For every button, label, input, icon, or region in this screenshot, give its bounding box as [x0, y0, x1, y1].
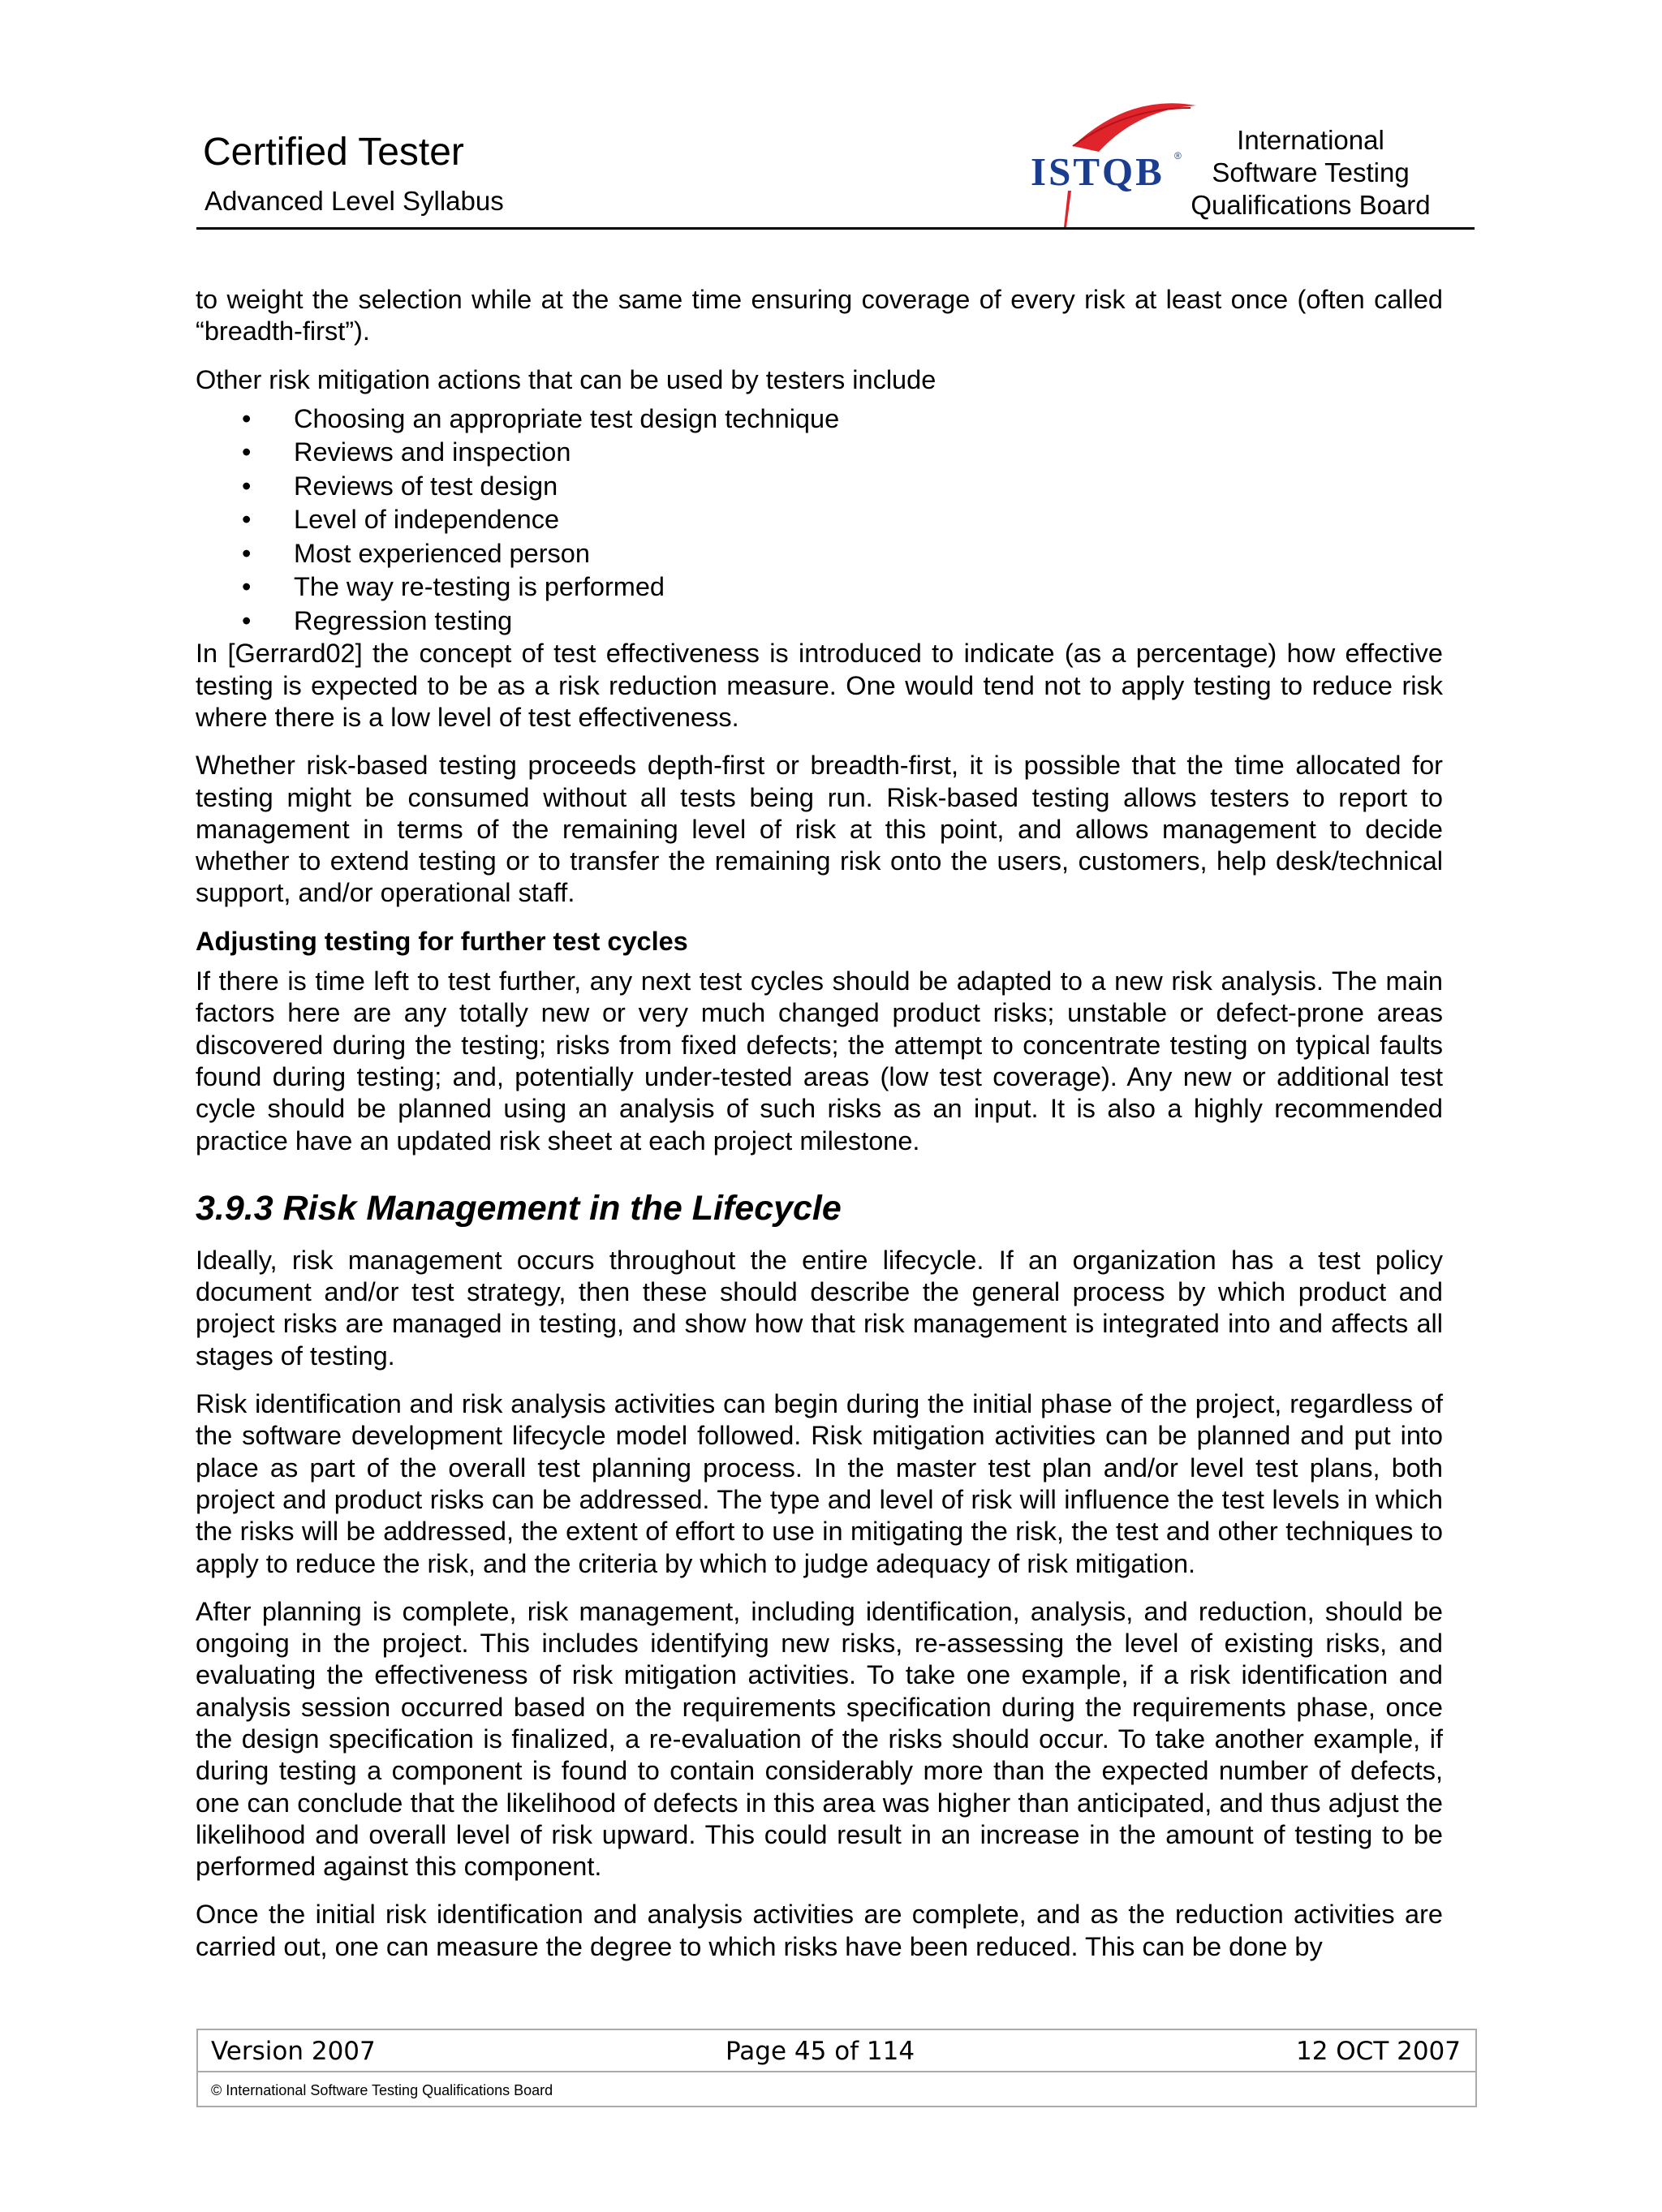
document-title: Certified Tester — [203, 131, 464, 174]
list-item — [196, 537, 1443, 571]
list-item — [196, 503, 1443, 537]
list-item-text: Reviews and inspection — [294, 437, 571, 467]
document-subtitle: Advanced Level Syllabus — [205, 186, 504, 216]
bullet-icon: • — [242, 437, 252, 467]
organization-name — [1177, 124, 1445, 222]
org-line: International — [1237, 125, 1384, 155]
list-item-text: Level of independence — [294, 505, 560, 535]
list-item-text: Most experienced person — [294, 538, 590, 568]
list-item — [196, 436, 1443, 470]
list-item — [196, 605, 1443, 639]
bullet-icon: • — [242, 605, 252, 635]
paragraph: In [Gerrard02] the concept of test effectiveness is introduced to indicate (as a percentage) how effective testing is expected to be as a risk reduction measure. One would tend not to apply testing to reduce risk where there is a low level of test effectiveness. — [196, 639, 1443, 732]
paragraph: Whether risk-based testing proceeds depth-first or breadth-first, it is possible that the time allocated for testing might be consumed without all tests being run. Risk-based testing allows testers to report to management in terms of the remaining level of risk at this point, and allows management to decide whether to extend testing or to transfer the remaining risk onto the users, customers, help desk/technical support, and/or operational staff. — [196, 751, 1443, 908]
section-heading: 3.9.3 Risk Management in the Lifecycle — [196, 1188, 842, 1228]
list-item — [196, 570, 1443, 605]
list-item — [196, 402, 1443, 437]
list-item-text: Choosing an appropriate test design technique — [294, 403, 840, 433]
header-divider — [196, 227, 1475, 230]
list-item-text: Reviews of test design — [294, 471, 558, 501]
footer-top-row — [198, 2030, 1475, 2072]
paragraph: Other risk mitigation actions that can be used by testers include — [196, 364, 936, 394]
document-date: 12 OCT 2007 — [1295, 2037, 1461, 2066]
bullet-icon: • — [242, 505, 252, 535]
bullet-icon: • — [242, 471, 252, 501]
paragraph: Once the initial risk identification and analysis activities are complete, and as the reduction activities are carried out, one can measure the degree to which risks have been reduced. This can be done by — [196, 1900, 1443, 1961]
page-footer — [196, 2029, 1477, 2107]
page-body — [196, 284, 1443, 1979]
page-number: Page 45 of 114 — [726, 2037, 915, 2066]
list-item — [196, 470, 1443, 504]
bullet-icon: • — [242, 403, 252, 433]
paragraph: If there is time left to test further, any next test cycles should be adapted to a new risk analysis. The main factors here are any totally new or very much changed product risks; unstable or defect-prone areas discovered during the testing; risks from fixed defects; the attempt to concentrate testing on typical faults found during testing; and, potentially under-tested areas (low test coverage). Any new or additional test cycle should be planned using an analysis of such risks as an input. It is also a highly recommended practice have an updated risk sheet at each project milestone. — [196, 966, 1443, 1155]
org-line: Software Testing — [1212, 157, 1410, 187]
logo-text: ISTQB — [1031, 149, 1165, 194]
org-line: Qualifications Board — [1191, 190, 1431, 220]
paragraph: to weight the selection while at the same time ensuring coverage of every risk at least once (often called “breadth-first”). — [196, 285, 1443, 346]
bullet-icon: • — [242, 538, 252, 568]
page-header — [0, 0, 1662, 243]
version-label: Version 2007 — [211, 2037, 376, 2066]
list-item-text: Regression testing — [294, 605, 513, 635]
paragraph: Ideally, risk management occurs throughout the entire lifecycle. If an organization has a test policy document and/or test strategy, then these should describe the general process by which product and project risks are managed in testing, and show how that risk management is integrated into and affects all stages of testing. — [196, 1245, 1443, 1371]
list-item-text: The way re-testing is performed — [294, 572, 665, 602]
subheading: Adjusting testing for further test cycles — [196, 926, 688, 956]
copyright-notice: © International Software Testing Qualifications Board — [211, 2082, 553, 2098]
paragraph: After planning is complete, risk management, including identification, analysis, and reduction, should be ongoing in the project. This includes identifying new risks, re-assessing the level of existing risks, and evaluating the effectiveness of risk mitigation activities. To take one example, if a risk identification and analysis session occurred based on the requirements specification during the requirements phase, once the design specification is finalized, a re-evaluation of the risks should occur. To take another example, if during testing a component is found to contain considerably more than the expected number of defects, one can conclude that the likelihood of defects in this area was higher than anticipated, and thus adjust the likelihood and overall level of risk upward. This could result in an increase in the amount of testing to be performed against this component. — [196, 1596, 1443, 1882]
mitigation-actions-list — [196, 402, 1443, 639]
logo-registered-mark: ® — [1174, 150, 1182, 161]
bullet-icon: • — [242, 572, 252, 602]
paragraph: Risk identification and risk analysis activities can begin during the initial phase of the project, regardless of the software development lifecycle model followed. Risk mitigation activities can be planned and put into place as part of the overall test planning process. In the master test plan and/or level test plans, both project and product risks can be addressed. The type and level of risk will influence the test levels in which the risks will be addressed, the extent of effort to use in mitigating the risk, the test and other techniques to apply to reduce the risk, and the criteria by which to judge adequacy of risk mitigation. — [196, 1389, 1443, 1578]
